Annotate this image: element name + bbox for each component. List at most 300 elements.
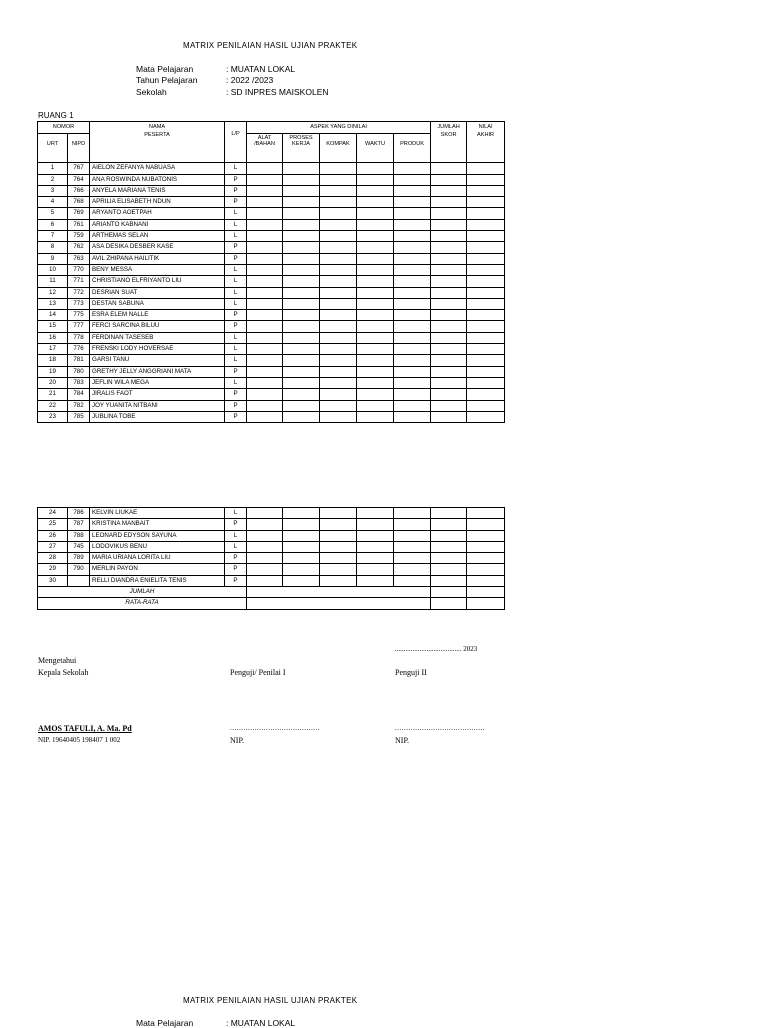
row-produk[interactable]: [394, 298, 431, 309]
row-produk[interactable]: [394, 575, 431, 586]
kepala-nip: NIP. 19640405 198407 1 002: [38, 736, 121, 744]
row-kompak[interactable]: [320, 298, 357, 309]
row-jumlah[interactable]: [431, 310, 467, 321]
row-nipd: 790: [68, 564, 90, 575]
row-number: 27: [38, 541, 68, 552]
row-number: 24: [38, 508, 68, 519]
row-proses[interactable]: [283, 332, 320, 343]
row-alat[interactable]: [247, 400, 283, 411]
header-nomor: NOMOR: [38, 122, 90, 134]
row-nilai[interactable]: [467, 332, 505, 343]
row-nipd: 769: [68, 208, 90, 219]
row-alat[interactable]: [247, 321, 283, 332]
row-lp: P: [225, 242, 247, 253]
row-nilai[interactable]: [467, 355, 505, 366]
row-name: DESRIAN SUAT: [90, 287, 225, 298]
row-kompak[interactable]: [320, 519, 357, 530]
row-nilai[interactable]: [467, 310, 505, 321]
info-label-school: Sekolah: [136, 87, 167, 97]
row-proses[interactable]: [283, 411, 320, 422]
info-value-subject: : MUATAN LOKAL: [226, 64, 296, 74]
row-lp: L: [225, 541, 247, 552]
row-nilai[interactable]: [467, 411, 505, 422]
summary-rata: RATA-RATA: [38, 598, 247, 609]
row-kompak[interactable]: [320, 208, 357, 219]
table-row: [38, 553, 505, 564]
row-nilai[interactable]: [467, 519, 505, 530]
row-waktu[interactable]: [357, 219, 394, 230]
row-name: BENY MESSA: [90, 264, 225, 275]
row-lp: L: [225, 287, 247, 298]
row-jumlah[interactable]: [431, 197, 467, 208]
row-waktu[interactable]: [357, 553, 394, 564]
row-waktu[interactable]: [357, 185, 394, 196]
row-alat[interactable]: [247, 185, 283, 196]
row-produk[interactable]: [394, 310, 431, 321]
row-alat[interactable]: [247, 242, 283, 253]
row-kompak[interactable]: [320, 287, 357, 298]
row-kompak[interactable]: [320, 332, 357, 343]
row-alat[interactable]: [247, 541, 283, 552]
mengetahui-label: Mengetahui: [38, 656, 77, 665]
row-produk[interactable]: [394, 553, 431, 564]
row-jumlah[interactable]: [431, 276, 467, 287]
row-produk[interactable]: [394, 377, 431, 388]
table-row: [38, 564, 505, 575]
table-row: [38, 287, 505, 298]
row-number: 20: [38, 377, 68, 388]
row-alat[interactable]: [247, 366, 283, 377]
header-aspek: ASPEK YANG DINILAI: [247, 122, 431, 134]
row-waktu[interactable]: [357, 355, 394, 366]
row-jumlah[interactable]: [431, 242, 467, 253]
row-waktu[interactable]: [357, 366, 394, 377]
page-title: MATRIX PENILAIAN HASIL UJIAN PRAKTEK: [183, 41, 358, 50]
row-nilai[interactable]: [467, 242, 505, 253]
row-lp: P: [225, 185, 247, 196]
header-waktu: WAKTU: [357, 134, 394, 163]
row-waktu[interactable]: [357, 530, 394, 541]
row-kompak[interactable]: [320, 264, 357, 275]
row-lp: P: [225, 411, 247, 422]
row-nipd: 761: [68, 219, 90, 230]
row-kompak[interactable]: [320, 553, 357, 564]
row-nipd: 782: [68, 400, 90, 411]
row-number: 10: [38, 264, 68, 275]
row-proses[interactable]: [283, 575, 320, 586]
row-alat[interactable]: [247, 310, 283, 321]
row-kompak[interactable]: [320, 174, 357, 185]
row-lp: L: [225, 219, 247, 230]
header-nama-line1: NAMA: [148, 124, 166, 130]
row-lp: L: [225, 208, 247, 219]
row-nipd: 766: [68, 185, 90, 196]
row-proses[interactable]: [283, 389, 320, 400]
row-produk[interactable]: [394, 332, 431, 343]
row-produk[interactable]: [394, 197, 431, 208]
row-nipd: 787: [68, 519, 90, 530]
row-lp: L: [225, 344, 247, 355]
row-lp: L: [225, 276, 247, 287]
table-row: [38, 185, 505, 196]
row-produk[interactable]: [394, 276, 431, 287]
row-alat[interactable]: [247, 564, 283, 575]
row-nilai[interactable]: [467, 321, 505, 332]
row-nilai[interactable]: [467, 389, 505, 400]
row-kompak[interactable]: [320, 163, 357, 174]
row-nipd: 788: [68, 530, 90, 541]
row-nilai[interactable]: [467, 298, 505, 309]
row-proses[interactable]: [283, 310, 320, 321]
row-nilai[interactable]: [467, 344, 505, 355]
row-nilai[interactable]: [467, 508, 505, 519]
row-waktu[interactable]: [357, 208, 394, 219]
row-produk[interactable]: [394, 519, 431, 530]
row-name: GARSI TANU: [90, 355, 225, 366]
row-jumlah[interactable]: [431, 564, 467, 575]
row-produk[interactable]: [394, 174, 431, 185]
row-alat[interactable]: [247, 389, 283, 400]
row-lp: P: [225, 197, 247, 208]
row-alat[interactable]: [247, 575, 283, 586]
penguji1-label: Penguji/ Penilai I: [230, 668, 286, 677]
row-alat[interactable]: [247, 174, 283, 185]
row-produk[interactable]: [394, 530, 431, 541]
row-nilai[interactable]: [467, 377, 505, 388]
row-kompak[interactable]: [320, 344, 357, 355]
next-page-title: MATRIX PENILAIAN HASIL UJIAN PRAKTEK: [183, 996, 358, 1005]
row-nipd: 784: [68, 389, 90, 400]
row-nilai[interactable]: [467, 287, 505, 298]
row-waktu[interactable]: [357, 242, 394, 253]
table-row: [38, 298, 505, 309]
table-row: [38, 519, 505, 530]
row-proses[interactable]: [283, 253, 320, 264]
room-label: RUANG 1: [38, 111, 74, 120]
row-nilai[interactable]: [467, 575, 505, 586]
row-proses[interactable]: [283, 298, 320, 309]
row-nilai[interactable]: [467, 530, 505, 541]
row-kompak[interactable]: [320, 377, 357, 388]
row-waktu[interactable]: [357, 575, 394, 586]
row-waktu[interactable]: [357, 332, 394, 343]
row-produk[interactable]: [394, 411, 431, 422]
row-produk[interactable]: [394, 163, 431, 174]
row-jumlah[interactable]: [431, 519, 467, 530]
row-produk[interactable]: [394, 231, 431, 242]
table-row: [38, 264, 505, 275]
row-kompak[interactable]: [320, 197, 357, 208]
row-jumlah[interactable]: [431, 366, 467, 377]
table-row: [38, 400, 505, 411]
row-produk[interactable]: [394, 253, 431, 264]
row-produk[interactable]: [394, 264, 431, 275]
row-nilai[interactable]: [467, 400, 505, 411]
row-nilai[interactable]: [467, 253, 505, 264]
row-nilai[interactable]: [467, 163, 505, 174]
row-kompak[interactable]: [320, 185, 357, 196]
row-produk[interactable]: [394, 242, 431, 253]
row-proses[interactable]: [283, 174, 320, 185]
row-name: MARIA URIANA LORITA LIU: [90, 553, 225, 564]
row-proses[interactable]: [283, 530, 320, 541]
row-waktu[interactable]: [357, 298, 394, 309]
row-waktu[interactable]: [357, 310, 394, 321]
row-waktu[interactable]: [357, 377, 394, 388]
row-produk[interactable]: [394, 366, 431, 377]
row-nipd: 773: [68, 298, 90, 309]
row-number: 13: [38, 298, 68, 309]
row-nilai[interactable]: [467, 197, 505, 208]
row-lp: L: [225, 264, 247, 275]
row-waktu[interactable]: [357, 344, 394, 355]
row-alat[interactable]: [247, 344, 283, 355]
row-waktu[interactable]: [357, 174, 394, 185]
row-jumlah[interactable]: [431, 508, 467, 519]
row-nilai[interactable]: [467, 208, 505, 219]
row-proses[interactable]: [283, 219, 320, 230]
row-produk[interactable]: [394, 321, 431, 332]
table-row: [38, 575, 505, 586]
row-jumlah[interactable]: [431, 253, 467, 264]
row-lp: P: [225, 400, 247, 411]
row-waktu[interactable]: [357, 508, 394, 519]
row-proses[interactable]: [283, 400, 320, 411]
row-produk[interactable]: [394, 208, 431, 219]
row-jumlah[interactable]: [431, 163, 467, 174]
row-nipd: 777: [68, 321, 90, 332]
row-nilai[interactable]: [467, 564, 505, 575]
row-alat[interactable]: [247, 231, 283, 242]
table-row: [38, 411, 505, 422]
row-alat[interactable]: [247, 519, 283, 530]
row-kompak[interactable]: [320, 541, 357, 552]
summary-rata-empty: [247, 598, 431, 609]
row-proses[interactable]: [283, 231, 320, 242]
header-jumlah-line2: SKOR: [440, 132, 457, 138]
row-produk[interactable]: [394, 219, 431, 230]
row-alat[interactable]: [247, 553, 283, 564]
row-jumlah[interactable]: [431, 219, 467, 230]
row-kompak[interactable]: [320, 242, 357, 253]
row-jumlah[interactable]: [431, 321, 467, 332]
row-proses[interactable]: [283, 541, 320, 552]
row-alat[interactable]: [247, 355, 283, 366]
row-name: RELLI DIANDRA ENIELITA TENIS: [90, 575, 225, 586]
row-alat[interactable]: [247, 253, 283, 264]
row-jumlah[interactable]: [431, 185, 467, 196]
row-number: 7: [38, 231, 68, 242]
row-proses[interactable]: [283, 355, 320, 366]
row-alat[interactable]: [247, 332, 283, 343]
row-proses[interactable]: [283, 508, 320, 519]
row-jumlah[interactable]: [431, 389, 467, 400]
row-kompak[interactable]: [320, 219, 357, 230]
row-produk[interactable]: [394, 344, 431, 355]
row-waktu[interactable]: [357, 253, 394, 264]
signature-date: ...................................... 2023: [395, 645, 478, 653]
row-alat[interactable]: [247, 197, 283, 208]
row-waktu[interactable]: [357, 287, 394, 298]
row-waktu[interactable]: [357, 411, 394, 422]
row-number: 19: [38, 366, 68, 377]
row-jumlah[interactable]: [431, 553, 467, 564]
row-proses[interactable]: [283, 377, 320, 388]
row-jumlah[interactable]: [431, 332, 467, 343]
header-proses: PROSES KERJA: [283, 134, 320, 163]
row-number: 28: [38, 553, 68, 564]
row-jumlah[interactable]: [431, 208, 467, 219]
row-proses[interactable]: [283, 264, 320, 275]
row-waktu[interactable]: [357, 400, 394, 411]
row-waktu[interactable]: [357, 276, 394, 287]
row-kompak[interactable]: [320, 310, 357, 321]
row-alat[interactable]: [247, 298, 283, 309]
row-kompak[interactable]: [320, 389, 357, 400]
row-alat[interactable]: [247, 163, 283, 174]
row-jumlah[interactable]: [431, 377, 467, 388]
row-kompak[interactable]: [320, 564, 357, 575]
row-proses[interactable]: [283, 287, 320, 298]
row-nilai[interactable]: [467, 185, 505, 196]
row-alat[interactable]: [247, 276, 283, 287]
row-jumlah[interactable]: [431, 174, 467, 185]
row-nilai[interactable]: [467, 553, 505, 564]
row-jumlah[interactable]: [431, 264, 467, 275]
row-lp: L: [225, 508, 247, 519]
row-lp: P: [225, 519, 247, 530]
row-produk[interactable]: [394, 287, 431, 298]
row-nilai[interactable]: [467, 366, 505, 377]
row-kompak[interactable]: [320, 253, 357, 264]
row-produk[interactable]: [394, 508, 431, 519]
row-proses[interactable]: [283, 163, 320, 174]
row-kompak[interactable]: [320, 411, 357, 422]
row-produk[interactable]: [394, 185, 431, 196]
row-proses[interactable]: [283, 276, 320, 287]
row-waktu[interactable]: [357, 389, 394, 400]
row-lp: P: [225, 174, 247, 185]
row-waktu[interactable]: [357, 264, 394, 275]
row-jumlah[interactable]: [431, 344, 467, 355]
row-nilai[interactable]: [467, 174, 505, 185]
row-lp: P: [225, 553, 247, 564]
table-row: [38, 174, 505, 185]
row-kompak[interactable]: [320, 400, 357, 411]
row-nilai[interactable]: [467, 219, 505, 230]
row-waktu[interactable]: [357, 541, 394, 552]
row-alat[interactable]: [247, 411, 283, 422]
table-row: [38, 163, 505, 174]
row-waktu[interactable]: [357, 321, 394, 332]
row-produk[interactable]: [394, 389, 431, 400]
row-jumlah[interactable]: [431, 541, 467, 552]
row-proses[interactable]: [283, 185, 320, 196]
row-number: 6: [38, 219, 68, 230]
row-alat[interactable]: [247, 287, 283, 298]
row-alat[interactable]: [247, 219, 283, 230]
row-proses[interactable]: [283, 553, 320, 564]
table-row: [38, 366, 505, 377]
row-alat[interactable]: [247, 208, 283, 219]
score-table-part1: [37, 121, 505, 423]
row-waktu[interactable]: [357, 163, 394, 174]
row-waktu[interactable]: [357, 564, 394, 575]
row-waktu[interactable]: [357, 519, 394, 530]
row-proses[interactable]: [283, 344, 320, 355]
row-produk[interactable]: [394, 541, 431, 552]
row-number: 5: [38, 208, 68, 219]
table-row: [38, 377, 505, 388]
row-nilai[interactable]: [467, 264, 505, 275]
row-alat[interactable]: [247, 264, 283, 275]
row-jumlah[interactable]: [431, 231, 467, 242]
row-kompak[interactable]: [320, 231, 357, 242]
row-nilai[interactable]: [467, 276, 505, 287]
next-page-value: : MUATAN LOKAL: [226, 1018, 296, 1028]
penguji2-label: Penguji II: [395, 668, 427, 677]
row-proses[interactable]: [283, 366, 320, 377]
row-jumlah[interactable]: [431, 298, 467, 309]
header-urt: URT: [38, 134, 68, 163]
row-waktu[interactable]: [357, 231, 394, 242]
row-alat[interactable]: [247, 377, 283, 388]
row-jumlah[interactable]: [431, 287, 467, 298]
row-produk[interactable]: [394, 564, 431, 575]
row-nilai[interactable]: [467, 231, 505, 242]
row-name: DESTAN SABUNA: [90, 298, 225, 309]
header-nama: [90, 122, 225, 163]
row-produk[interactable]: [394, 400, 431, 411]
row-jumlah[interactable]: [431, 355, 467, 366]
row-proses[interactable]: [283, 564, 320, 575]
summary-jumlah: JUMLAH: [38, 587, 247, 598]
row-kompak[interactable]: [320, 276, 357, 287]
table-row: [38, 276, 505, 287]
row-kompak[interactable]: [320, 366, 357, 377]
row-produk[interactable]: [394, 355, 431, 366]
row-name: LODOVIKUS BENU: [90, 541, 225, 552]
row-proses[interactable]: [283, 242, 320, 253]
row-alat[interactable]: [247, 530, 283, 541]
row-jumlah[interactable]: [431, 400, 467, 411]
info-label-year: Tahun Pelajaran: [136, 75, 198, 85]
row-kompak[interactable]: [320, 530, 357, 541]
row-proses[interactable]: [283, 197, 320, 208]
row-kompak[interactable]: [320, 321, 357, 332]
row-nipd: 771: [68, 276, 90, 287]
row-kompak[interactable]: [320, 355, 357, 366]
row-waktu[interactable]: [357, 197, 394, 208]
row-jumlah[interactable]: [431, 575, 467, 586]
table-row: [38, 508, 505, 519]
row-name: MERLIN PAYON: [90, 564, 225, 575]
row-proses[interactable]: [283, 519, 320, 530]
row-nilai[interactable]: [467, 541, 505, 552]
kepala-label: Kepala Sekolah: [38, 668, 89, 677]
row-lp: L: [225, 298, 247, 309]
row-proses[interactable]: [283, 321, 320, 332]
row-lp: L: [225, 355, 247, 366]
row-jumlah[interactable]: [431, 411, 467, 422]
row-kompak[interactable]: [320, 575, 357, 586]
row-jumlah[interactable]: [431, 530, 467, 541]
row-alat[interactable]: [247, 508, 283, 519]
row-name: ANA ROSWINDA NUBATONIS: [90, 174, 225, 185]
row-kompak[interactable]: [320, 508, 357, 519]
row-proses[interactable]: [283, 208, 320, 219]
info-value-year: : 2022 /2023: [226, 75, 274, 85]
